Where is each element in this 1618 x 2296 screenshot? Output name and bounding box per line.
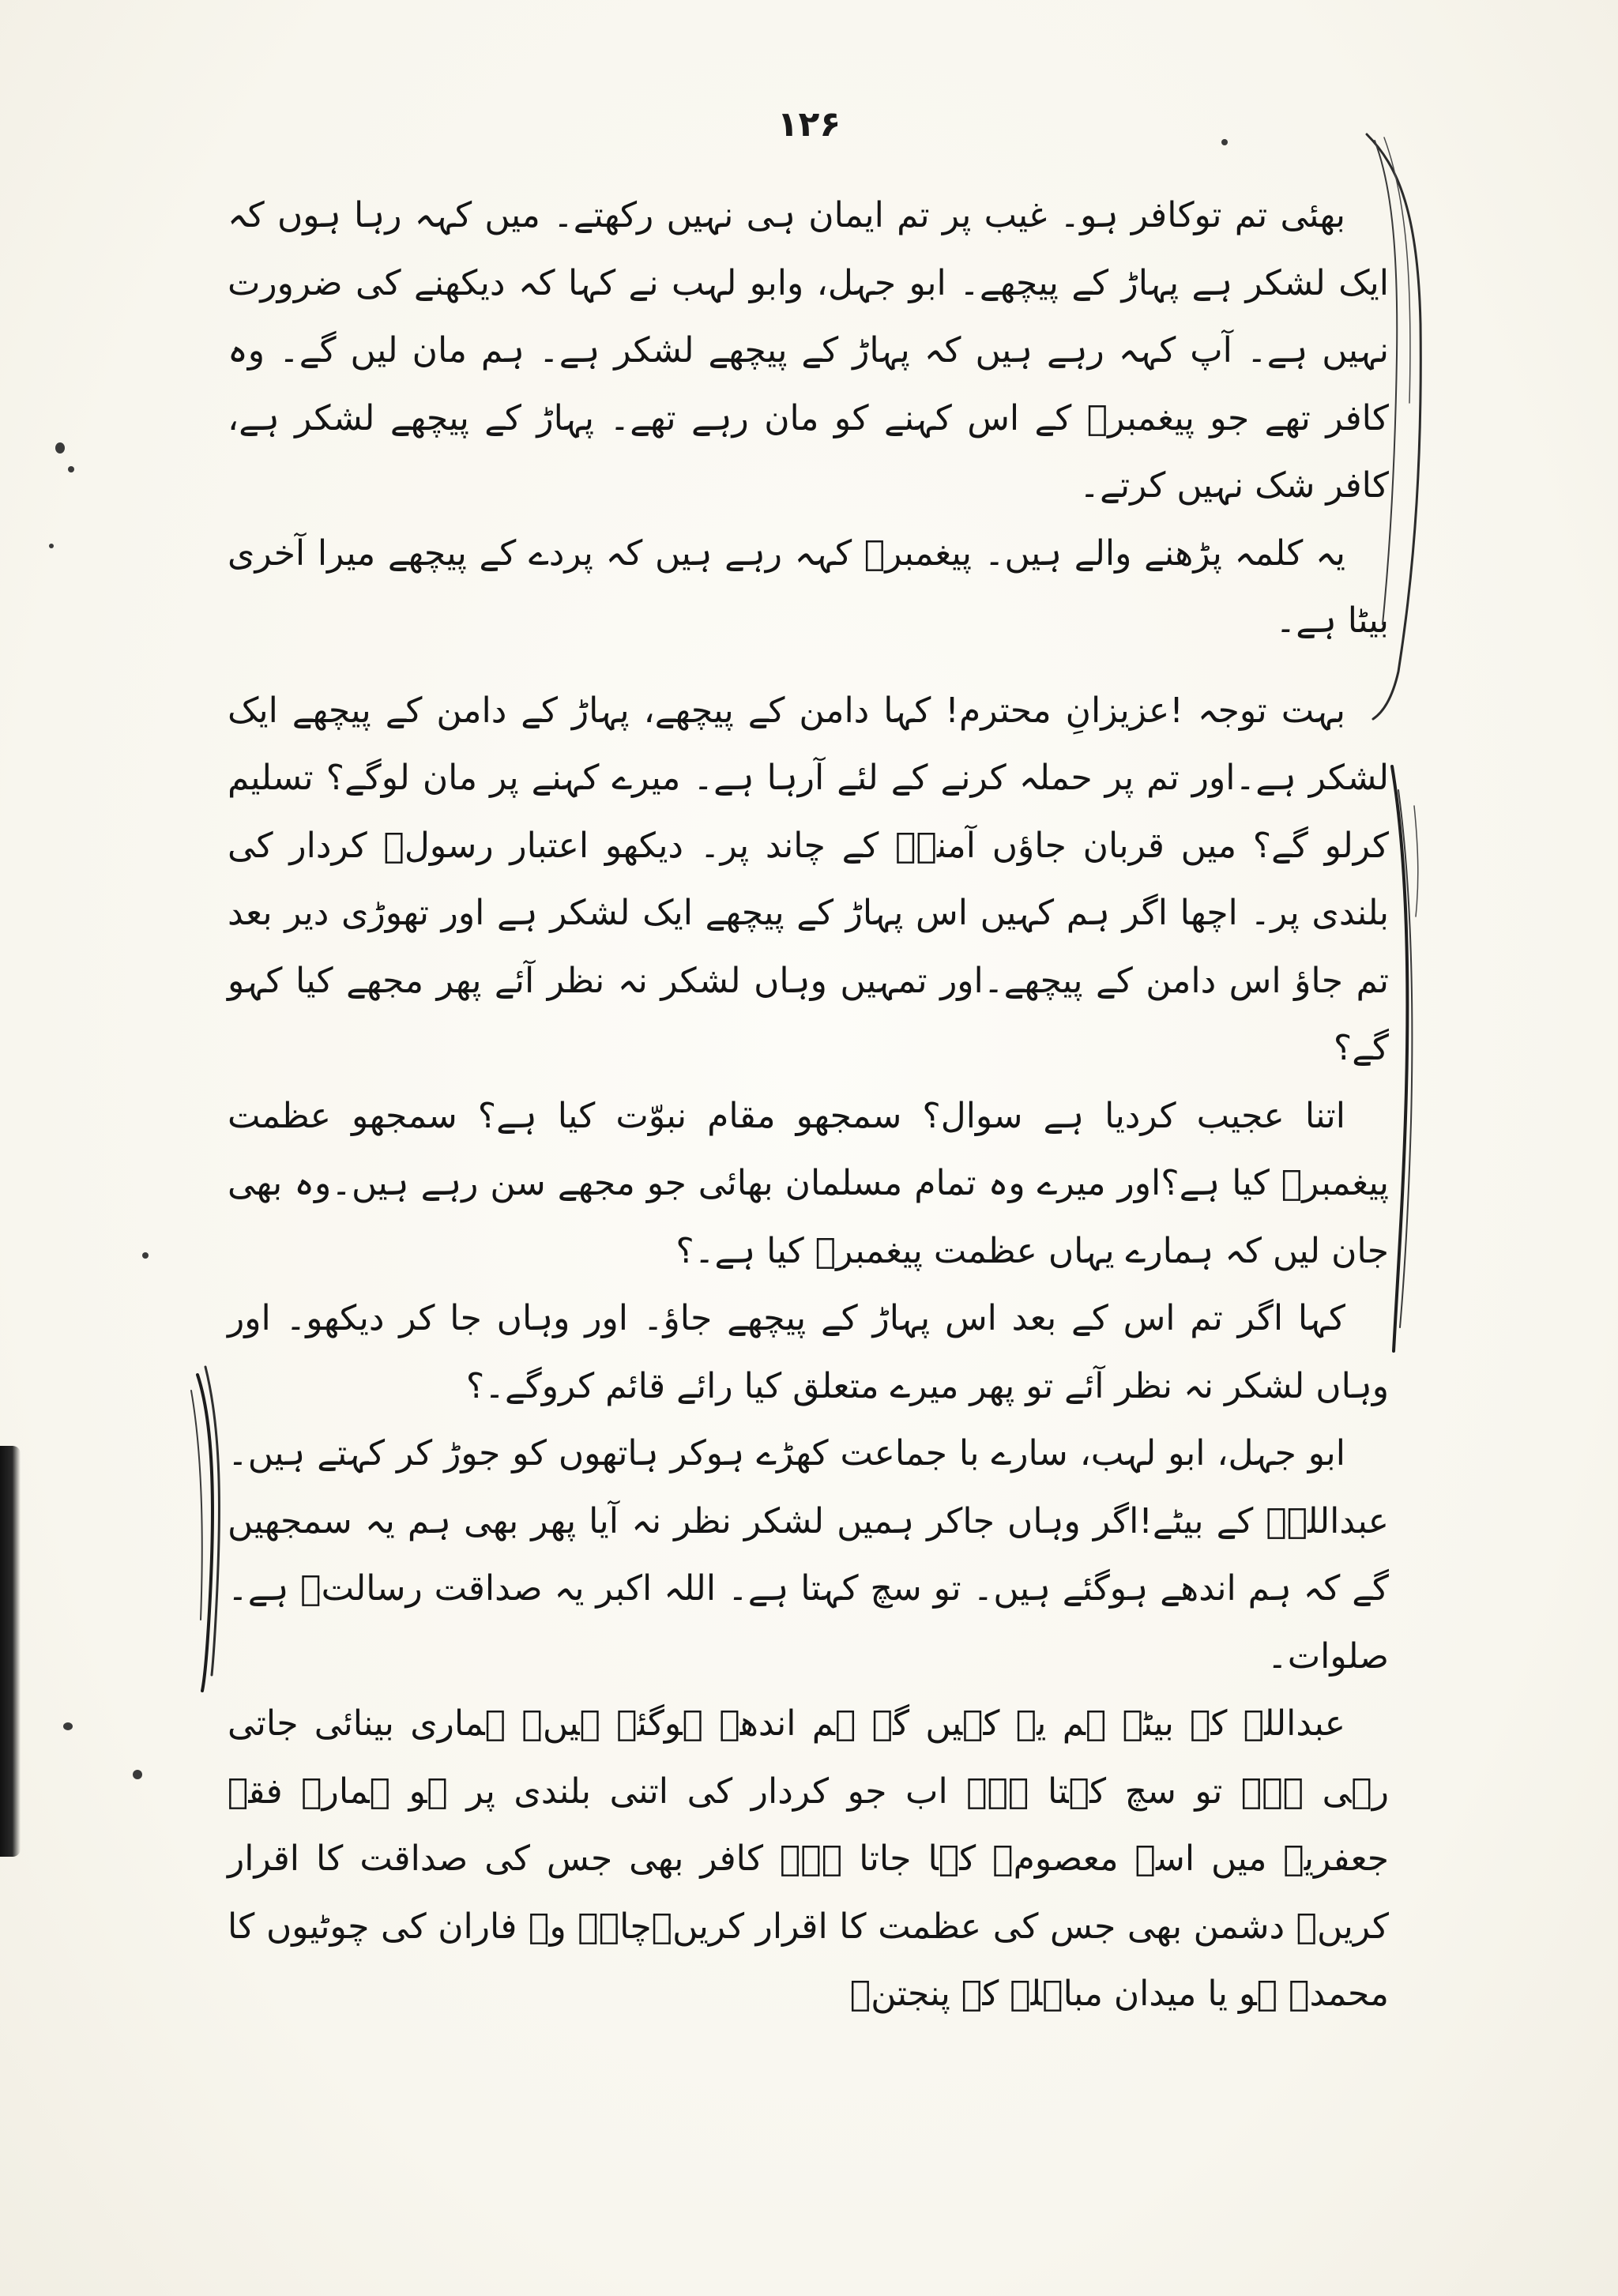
paragraph-2: یہ کلمہ پڑھنے والے ہیں۔ پیغمبرؐ کہہ رہے ہیں کہ پردے کے پیچھے میرا آخری بیٹا ہے۔ bbox=[228, 533, 1389, 641]
paragraph-5: کہا اگر تم اس کے بعد اس پہاڑ کے پیچھے جاؤ۔ اور وہاں جا کر دیکھو۔ اور وہاں لشکر نہ نظر آئے تو پھر میرے متعلق کیا رائے قائم کروگے۔؟ bbox=[228, 1298, 1389, 1406]
body-text bbox=[228, 182, 1389, 2028]
scan-speck bbox=[63, 1722, 73, 1730]
paragraph-6: ابو جہل، ابو لہب، سارے با جماعت کھڑے ہوکر ہاتھوں کو جوڑ کر کہتے ہیں۔ عبداللہؑ کے بیٹے!اگر وہاں جاکر ہمیں لشکر نظر نہ آیا پھر بھی ہم یہ سمجھیں گے کہ ہم اندھے ہوگئے ہیں۔ تو سچ کہتا ہے۔ اللہ اکبر یہ صداقت رسالتؐ ہے۔ صلوات۔ bbox=[228, 1433, 1389, 1677]
page-number: ۱۲۶ bbox=[777, 104, 841, 145]
scan-speck bbox=[68, 466, 74, 472]
scan-edge-shadow bbox=[0, 1446, 21, 1857]
scan-speck bbox=[142, 1252, 149, 1259]
scan-speck bbox=[55, 442, 65, 454]
paragraph-1: بھئی تم توکافر ہو۔ غیب پر تم ایمان ہی نہیں رکھتے۔ میں کہہ رہا ہوں کہ ایک لشکر ہے پہاڑ کے پیچھے۔ ابو جہل، وابو لہب نے کہا کہ دیکھنے کی ضرورت نہیں ہے۔ آپ کہہ رہے ہیں کہ پہاڑ کے پیچھے لشکر ہے۔ ہم مان لیں گے۔ وہ کافر تھے جو پیغمبرؐ کے اس کہنے کو مان رہے تھے۔ پہاڑ کے پیچھے لشکر ہے، کافر شک نہیں کرتے۔ bbox=[228, 195, 1389, 506]
paragraph-7: عبداللہ کے بیٹے ہم یہ کہیں گے ہم اندھے ہوگئے ہیں۔ ہماری بینائی جاتی رہی ہے۔ تو سچ کہتا ہے۔ اب جو کردار کی اتنی بلندی پر ہو ہمارے فقہ جعفریہ میں اسے معصومؑ کہا جاتا ہے۔ کافر بھی جس کی صداقت کا اقرار کریں۔ دشمن بھی جس کی عظمت کا اقرار کریں۔چاہے وہ فاران کی چوٹیوں کا محمدؐ ہو یا میدان مباہلہ کے پنجتنؑ bbox=[228, 1703, 1389, 2014]
paragraph-3: بہت توجہ !عزیزانِ محترم! کہا دامن کے پیچھے، پہاڑ کے دامن کے پیچھے ایک لشکر ہے۔اور تم پر حملہ کرنے کے لئے آرہا ہے۔ میرے کہنے پر مان لوگے؟ تسلیم کرلو گے؟ میں قربان جاؤں آمنہؑ کے چاند پر۔ دیکھو اعتبار رسولؐ کردار کی بلندی پر۔ اچھا اگر ہم کہیں اس پہاڑ کے پیچھے ایک لشکر ہے اور تھوڑی دیر بعد تم جاؤ اس دامن کے پیچھے۔اور تمہیں وہاں لشکر نہ نظر آئے پھر مجھے کیا کہو گے؟ bbox=[228, 690, 1389, 1068]
scan-speck bbox=[133, 1770, 142, 1779]
paragraph-4: اتنا عجیب کردیا ہے سوال؟ سمجھو مقام نبوّت کیا ہے؟ سمجھو عظمت پیغمبرؐ کیا ہے؟اور میرے وہ تمام مسلمان بھائی جو مجھے سن رہے ہیں۔وہ بھی جان لیں کہ ہمارے یہاں عظمت پیغمبرؐ کیا ہے۔؟ bbox=[228, 1095, 1389, 1271]
scan-speck bbox=[49, 544, 54, 548]
